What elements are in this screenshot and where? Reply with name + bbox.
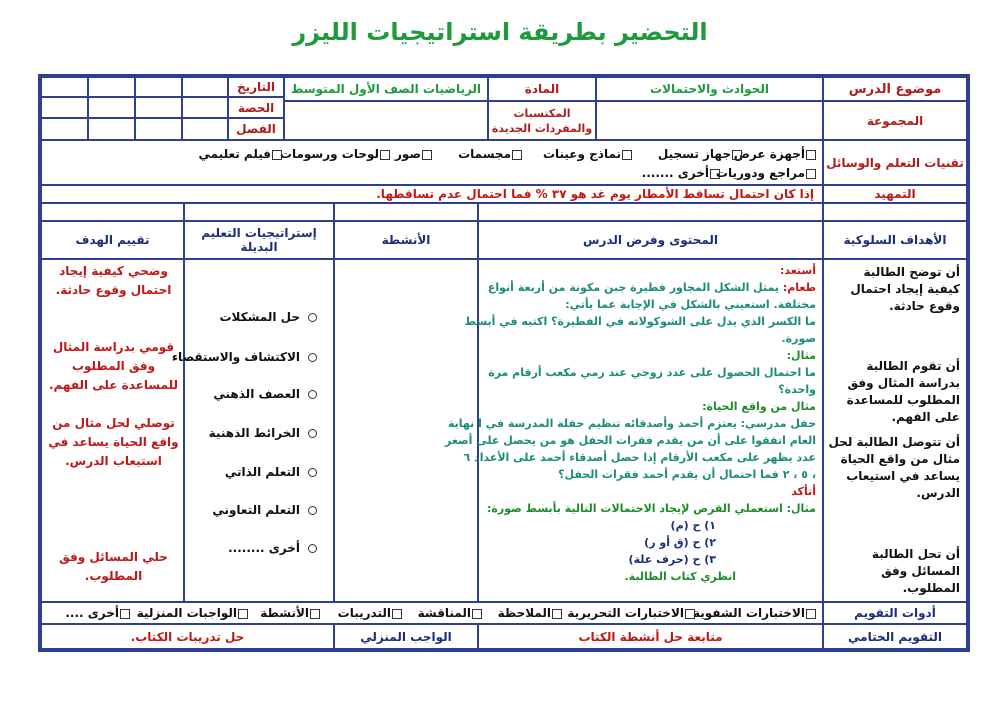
intro-label: التمهيد xyxy=(823,185,967,203)
period-cell[interactable] xyxy=(182,97,228,118)
page-title: التحضير بطريقة استراتيجيات الليزر xyxy=(292,18,708,46)
spacer-cell xyxy=(184,203,334,221)
radio-icon xyxy=(308,313,317,322)
strategy-item[interactable]: الخرائط الذهنية xyxy=(209,426,317,440)
vocab-label: المكتسبات والمفردات الجديدة xyxy=(488,101,596,140)
checkbox-icon xyxy=(422,150,432,160)
eval-option[interactable]: الملاحظة xyxy=(498,606,564,620)
eval-option[interactable]: المناقشة xyxy=(418,606,484,620)
assessment-item: حلي المسائل وفق المطلوب. xyxy=(59,550,168,583)
eval-option[interactable]: الأنشطة xyxy=(260,606,322,620)
radio-icon xyxy=(308,468,317,477)
eval-option[interactable]: الواجبات المنزلية xyxy=(137,606,250,620)
strategy-item[interactable]: أخرى ........ xyxy=(228,541,317,555)
assessment-cell xyxy=(41,259,184,602)
period-cell[interactable] xyxy=(41,97,88,118)
radio-icon xyxy=(308,353,317,362)
checkbox-icon xyxy=(512,150,522,160)
content-text: أستعد: طعام: يمثل الشكل المجاور فطيرة جبن مكونة من أربعة أنواع مختلفة. استعيني بالشكل في الإجابة عما يأتي: ما الكسر الذي يدل على الشوكولاته في الفطيرة؟ اكتبه في أبسط صورة. مثال: ما احتمال الحصول على عدد زوجي عند رمي مكعب أرقام مرة واحدة؟ مثال من واقع الحياة: حفل مدرسي: يعتزم أحمد وأصدقائه تنظيم حفلة المدرسة في ا نهاية العام اتفقوا على أن من يقدم فقرات الحفل هو من يحصل على أصغر عدد يظهر على مكعب الأرقام إذا حصل أصدقاء أحمد على الأعداد ٦ ، ٥ ، ٢ فما احتمال أن يقدم أحمد فقرات الحفل؟ أتأكد مثال: استعملي القرص لإيجاد الاحتمالات التالية بأبسط صورة: ١) ح (م) ٢) ح (ق أو ر) ٣) ح (حرف علة) انظري كتاب الطالبة. xyxy=(444,264,816,583)
objective-item: أن تتوصل الطالبة لحل مثال من واقع الحياة يساعد في استيعاب الدرس. xyxy=(828,435,960,500)
checkbox-icon xyxy=(710,169,720,179)
class-cell[interactable] xyxy=(88,118,135,140)
subject-label: المادة xyxy=(488,77,596,101)
eval-option[interactable]: الاختبارات التحريرية xyxy=(567,606,697,620)
checkbox-icon xyxy=(120,609,130,619)
tech-option[interactable]: جهاز تسجيل xyxy=(658,147,744,161)
date-cell[interactable] xyxy=(135,77,182,97)
strategy-item[interactable]: التعلم الذاتي xyxy=(225,465,317,479)
date-cell[interactable] xyxy=(182,77,228,97)
vocab-value[interactable] xyxy=(284,101,488,140)
checkbox-icon xyxy=(238,609,248,619)
checkbox-icon xyxy=(806,150,816,160)
objective-item: أن تقوم الطالبة بدراسة المثال وفق المطلوب للمساعدة على الفهم. xyxy=(846,359,960,424)
tech-option[interactable]: نماذج وعينات xyxy=(543,147,634,161)
content-cell xyxy=(444,259,823,602)
homework-label: الواجب المنزلي xyxy=(334,624,478,649)
checkbox-icon xyxy=(310,609,320,619)
topic-value: الحوادث والاحتمالات xyxy=(596,77,823,101)
spacer-cell xyxy=(334,203,478,221)
class-cell[interactable] xyxy=(182,118,228,140)
eval-tools-label: أدوات التقويم xyxy=(823,602,967,624)
activities-header: الأنشطة xyxy=(334,221,478,259)
subject-value: الرياضيات الصف الأول المتوسط xyxy=(284,77,488,101)
strategies-cell xyxy=(171,259,334,602)
radio-icon xyxy=(308,506,317,515)
strategy-item[interactable]: التعلم التعاوني xyxy=(212,503,317,517)
tech-option[interactable]: لوحات ورسومات xyxy=(280,147,392,161)
activities-cell[interactable] xyxy=(334,259,478,602)
group-value[interactable] xyxy=(596,101,823,140)
date-cell[interactable] xyxy=(41,77,88,97)
checkbox-icon xyxy=(806,169,816,179)
strategy-item[interactable]: الاكتشاف والاستقصاء xyxy=(172,350,317,364)
topic-label: موضوع الدرس xyxy=(823,77,967,101)
lesson-plan-table xyxy=(38,74,970,652)
class-cell[interactable] xyxy=(135,118,182,140)
objective-item: أن توضح الطالبة كيفية إيجاد احتمال وقوع حادثة. xyxy=(850,265,960,313)
tech-option[interactable]: فيلم تعليمي xyxy=(198,147,284,161)
objectives-cell xyxy=(823,259,967,602)
homework-value: حل تدريبات الكتاب. xyxy=(41,624,334,649)
strategy-item[interactable]: العصف الذهني xyxy=(213,387,317,401)
checkbox-icon xyxy=(272,150,282,160)
checkbox-icon xyxy=(392,609,402,619)
date-cell[interactable] xyxy=(88,77,135,97)
eval-tools-options xyxy=(41,602,823,624)
strategies-header: إستراتيجيات التعليم البديلة xyxy=(184,221,334,259)
period-cell[interactable] xyxy=(88,97,135,118)
radio-icon xyxy=(308,544,317,553)
checkbox-icon xyxy=(552,609,562,619)
tech-option[interactable]: أخرى ....... xyxy=(642,166,722,180)
radio-icon xyxy=(308,390,317,399)
eval-option[interactable]: الاختبارات الشفوية xyxy=(693,606,818,620)
date-label: التاريخ xyxy=(228,77,284,97)
content-header: المحتوى وفرض الدرس xyxy=(478,221,823,259)
tech-option[interactable]: مجسمات xyxy=(458,147,524,161)
checkbox-icon xyxy=(685,609,695,619)
strategy-item[interactable]: حل المشكلات xyxy=(219,310,317,324)
checkbox-icon xyxy=(806,609,816,619)
radio-icon xyxy=(308,429,317,438)
spacer-cell xyxy=(823,203,967,221)
checkbox-icon xyxy=(622,150,632,160)
final-eval-value: متابعة حل أنشطة الكتاب xyxy=(478,624,823,649)
eval-option[interactable]: أخرى .... xyxy=(65,606,132,620)
checkbox-icon xyxy=(732,150,742,160)
group-label: المجموعة xyxy=(823,101,967,140)
period-cell[interactable] xyxy=(135,97,182,118)
tech-option[interactable]: صور xyxy=(395,147,434,161)
intro-text: إذا كان احتمال تساقط الأمطار يوم غد هو ٣٧ % فما احتمال عدم تساقطها. xyxy=(41,185,823,203)
checkbox-icon xyxy=(380,150,390,160)
objective-item: أن تحل الطالبة المسائل وفق المطلوب. xyxy=(871,547,960,595)
spacer-cell xyxy=(478,203,823,221)
final-eval-label: التقويم الختامي xyxy=(823,624,967,649)
assessment-item: قومي بدراسة المثال وفق المطلوب للمساعدة على الفهم. xyxy=(48,340,179,392)
class-cell[interactable] xyxy=(41,118,88,140)
tech-options xyxy=(41,140,823,185)
objectives-header: الأهداف السلوكية xyxy=(823,221,967,259)
eval-option[interactable]: التدريبات xyxy=(338,606,404,620)
spacer-cell xyxy=(41,203,184,221)
tech-option[interactable]: مراجع ودوريات xyxy=(716,166,818,180)
tech-option[interactable]: أجهزة عرض xyxy=(734,147,818,161)
period-label: الحصة xyxy=(228,97,284,118)
tech-label: تقنيات التعلم والوسائل xyxy=(823,140,967,185)
assessment-item: وضحي كيفية إيجاد احتمال وقوع حادثة. xyxy=(55,264,172,297)
assessment-item: توصلي لحل مثال من واقع الحياة يساعد في استيعاب الدرس. xyxy=(48,416,179,468)
class-label: الفصل xyxy=(228,118,284,140)
checkbox-icon xyxy=(472,609,482,619)
assessment-header: تقييم الهدف xyxy=(41,221,184,259)
